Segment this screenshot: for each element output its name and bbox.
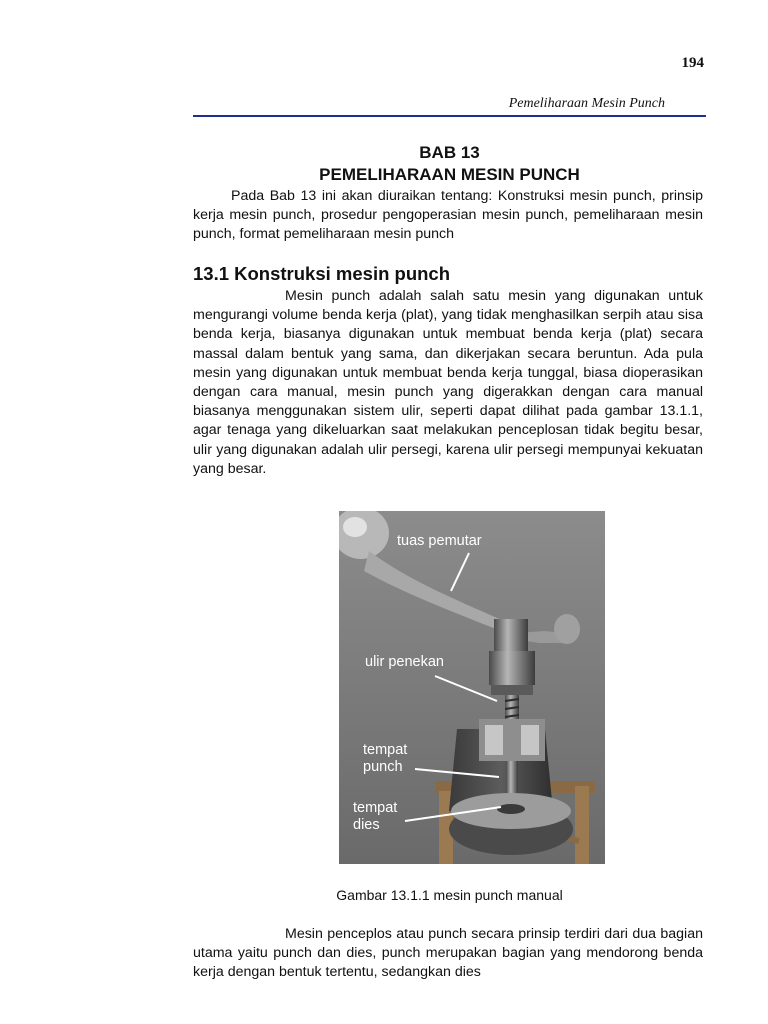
- running-header: Pemeliharaan Mesin Punch: [508, 96, 665, 111]
- chapter-number: BAB 13: [419, 143, 480, 162]
- punch-machine-photo: [339, 511, 605, 864]
- label-tempat-dies-line1: tempat: [353, 800, 398, 816]
- after-figure-paragraph: [193, 925, 703, 983]
- label-tempat-dies-line2: dies: [353, 817, 380, 833]
- chapter-heading: [193, 142, 706, 186]
- label-ulir-penekan: ulir penekan: [365, 654, 444, 670]
- intro-paragraph: [193, 187, 703, 245]
- intro-text: Pada Bab 13 ini akan diuraikan tentang: Konstruksi mesin punch, prinsip kerja mesin punch, prosedur pengoperasian mesin punch, pemeliharaan mesin punch, format pemeliharaan mesin punch: [193, 188, 703, 243]
- label-tuas-pemutar: tuas pemutar: [397, 533, 482, 549]
- chapter-title: PEMELIHARAAN MESIN PUNCH: [319, 165, 580, 184]
- after-figure-text: Mesin penceplos atau punch secara prinsip terdiri dari dua bagian utama yaitu punch dan dies, punch merupakan bagian yang mendorong benda kerja dengan bentuk tertentu, sedangkan dies: [193, 926, 703, 981]
- section-title: 13.1 Konstruksi mesin punch: [193, 263, 451, 284]
- label-tempat-punch-line1: tempat: [363, 742, 408, 758]
- figure-caption: Gambar 13.1.1 mesin punch manual: [336, 887, 563, 903]
- header-rule: [193, 115, 706, 117]
- label-tempat-punch: [363, 742, 407, 776]
- label-tempat-punch-line2: punch: [363, 759, 403, 775]
- section-paragraph: [193, 287, 703, 479]
- page-number: 194: [681, 55, 704, 71]
- label-tempat-dies: [353, 800, 397, 834]
- section-text: Mesin punch adalah salah satu mesin yang digunakan untuk mengurangi volume benda kerja (plat), yang tidak menghasilkan serpih atau sisa benda kerja, biasanya digunakan untuk membuat benda kerja (plat) secara massal dalam bentuk yang sama, dan dikerjakan secara beruntun. Ada pula mesin yang digunakan untuk membuat benda kerja tunggal, biasa dioperasikan dengan cara manual, mesin punch yang digerakkan dengan cara manual biasanya menggunakan sistem ulir, seperti dapat dilihat pada gambar 13.1.1, agar tenaga yang dikeluarkan saat melakukan penceplosan tidak begitu besar, ulir yang digunakan adalah ulir persegi, karena ulir persegi mempunyai kekuatan yang besar.: [193, 288, 703, 477]
